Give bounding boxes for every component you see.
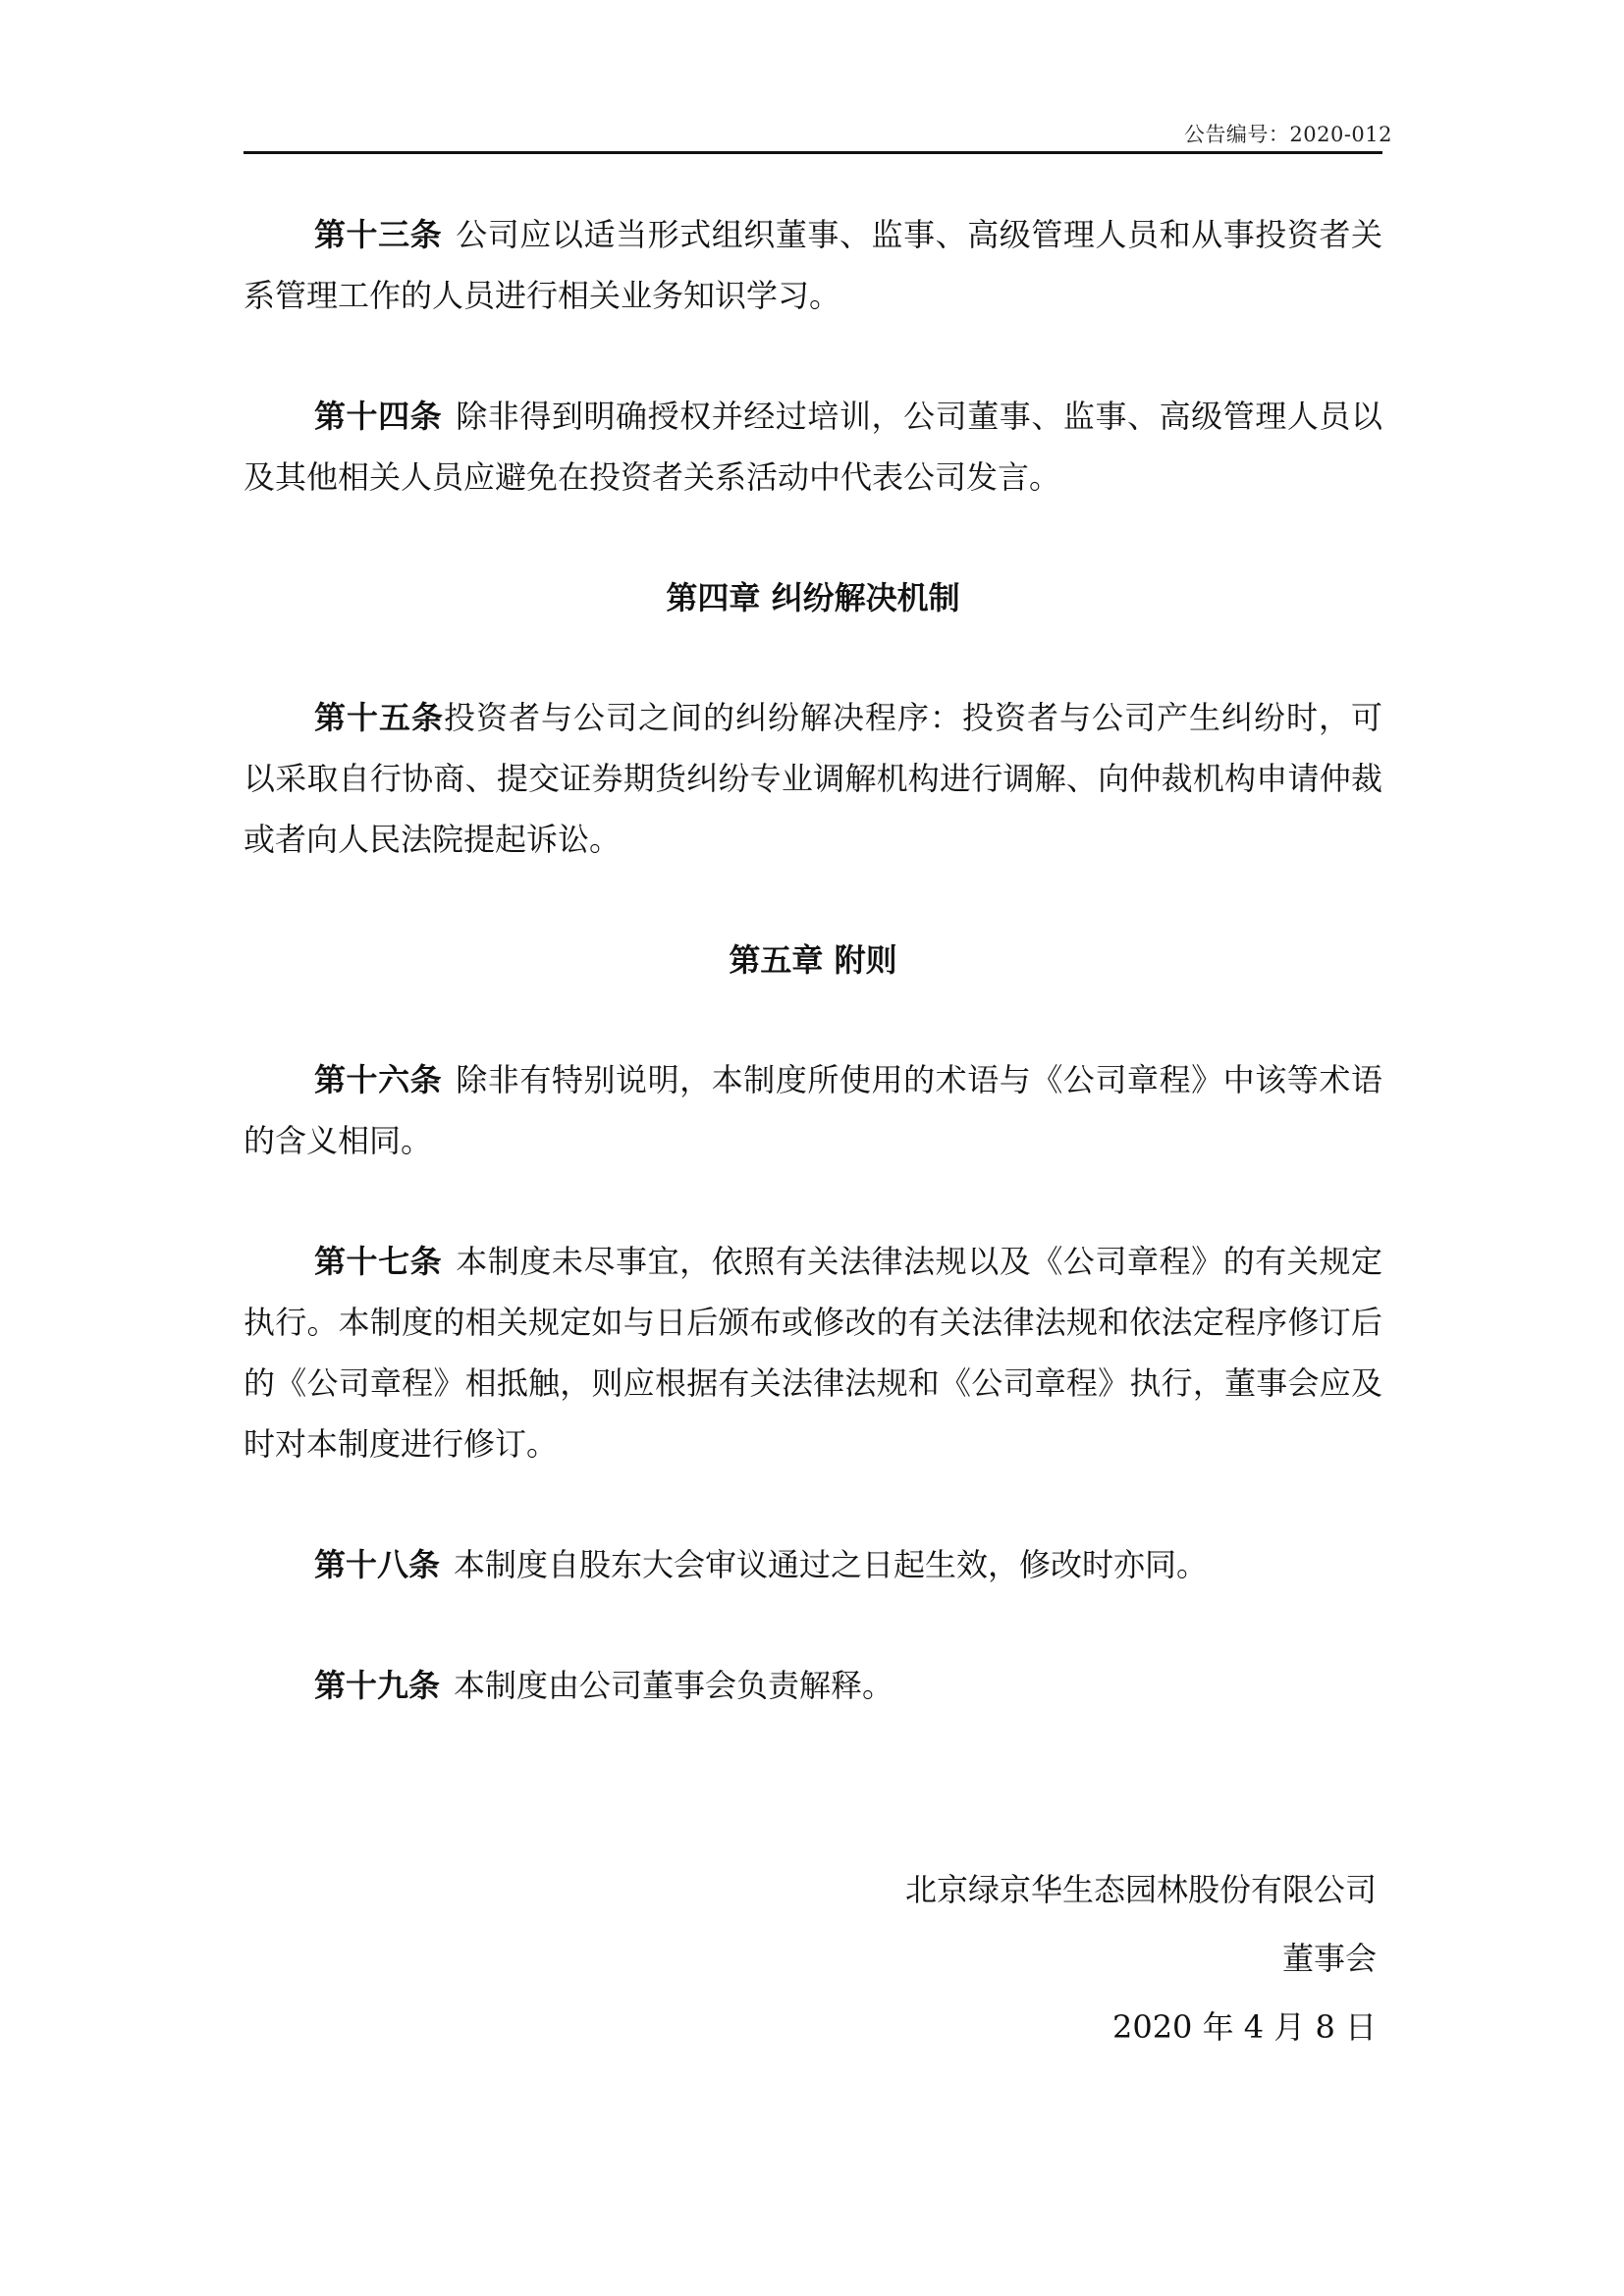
article-13-title: 第十三条 [314,216,443,253]
article-19 [244,1655,1382,1716]
announcement-number: 公告编号：2020-012 [1183,123,1392,146]
article-14-body: 除非得到明确授权并经过培训，公司董事、监事、高级管理人员以及其他相关人员应避免在投资者关系活动中代表公司发言。 [244,398,1382,496]
article-16-title: 第十六条 [314,1061,443,1098]
article-16-body: 除非有特别说明，本制度所使用的术语与《公司章程》中该等术语的含义相同。 [244,1061,1382,1159]
article-13 [244,204,1382,326]
article-18-title: 第十八条 [314,1546,441,1583]
article-13-body: 公司应以适当形式组织董事、监事、高级管理人员和从事投资者关系管理工作的人员进行相关业务知识学习。 [244,216,1382,314]
signature-date: 2020 年 4 月 8 日 [1111,2008,1377,2046]
article-15-body: 投资者与公司之间的纠纷解决程序：投资者与公司产生纠纷时，可以采取自行协商、提交证券期货纠纷专业调解机构进行调解、向仲裁机构申请仲裁或者向人民法院提起诉讼。 [244,699,1382,858]
article-14-title: 第十四条 [314,398,443,435]
article-19-title: 第十九条 [314,1667,441,1704]
article-17-body: 本制度未尽事宜，依照有关法律法规以及《公司章程》的有关规定执行。本制度的相关规定如与日后颁布或修改的有关法律法规和依法定程序修订后的《公司章程》相抵触，则应根据有关法律法规和《公司章程》执行，董事会应及时对本制度进行修订。 [244,1243,1382,1463]
signature-company: 北京绿京华生态园林股份有限公司 [904,1871,1377,1908]
article-16 [244,1049,1382,1171]
signature-board: 董事会 [1281,1940,1377,1977]
article-17 [244,1231,1382,1474]
article-18 [244,1534,1382,1595]
chapter-5-heading: 第五章 附则 [729,941,897,979]
article-17-title: 第十七条 [314,1243,443,1280]
article-18-body: 本制度自股东大会审议通过之日起生效，修改时亦同。 [454,1546,1209,1583]
chapter-4-heading: 第四章 纠纷解决机制 [666,579,960,616]
signature-block [905,1855,1377,2061]
document-body [244,204,1382,1776]
article-15-title: 第十五条 [314,699,444,736]
header-divider [244,151,1382,154]
article-19-body: 本制度由公司董事会负责解释。 [454,1667,894,1704]
article-14 [244,386,1382,507]
article-15 [244,687,1382,870]
